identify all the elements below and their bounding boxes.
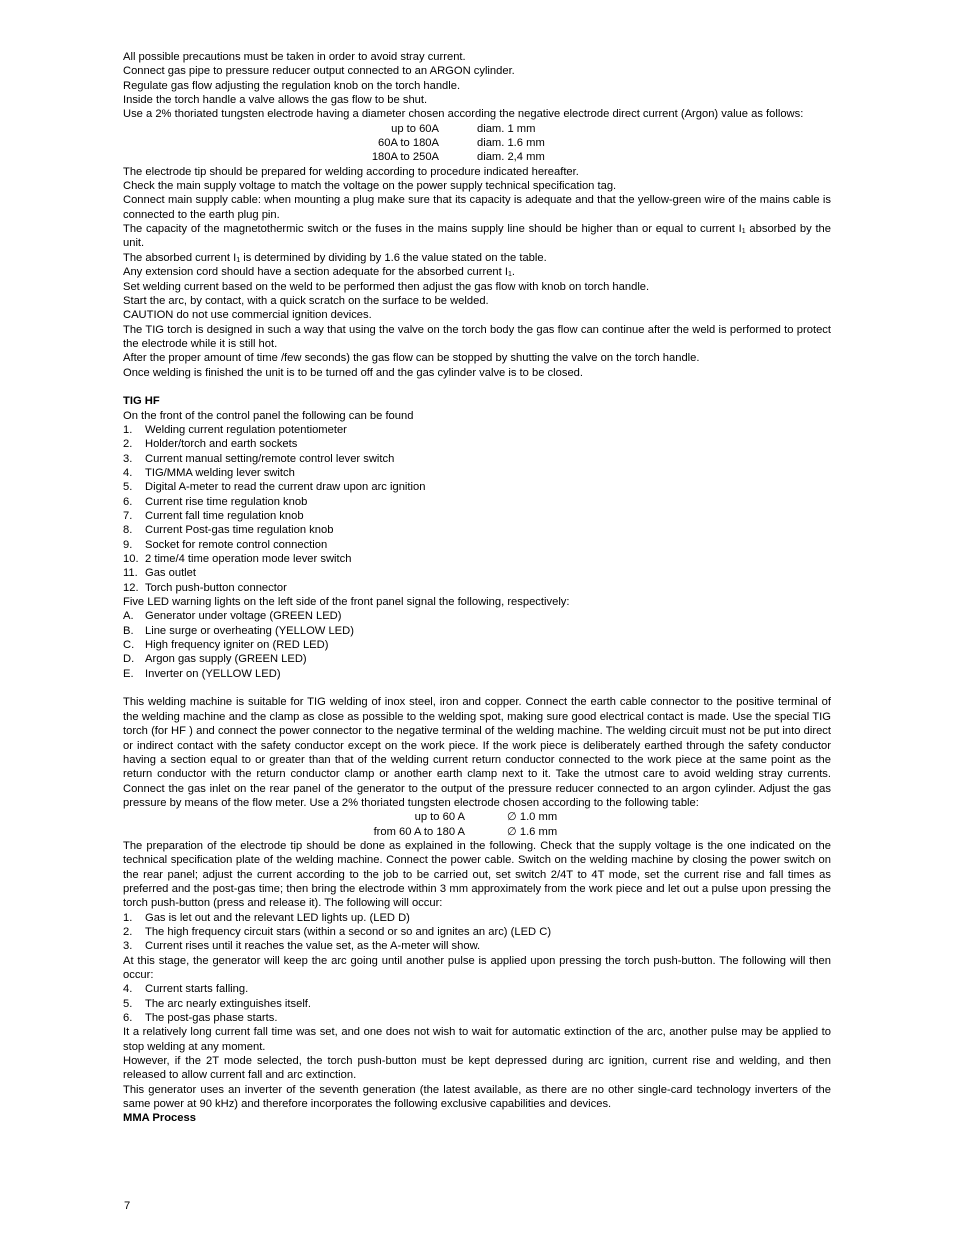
paragraph-extension: Any extension cord should have a section adequate for the absorbed current $I_1$. [123,266,515,279]
steps-list-2 [123,982,831,1025]
list-item: E. Inverter on (YELLOW LED) [123,667,281,680]
table-row [123,150,831,164]
list-item: 1. Gas is let out and the relevant LED lights up. (LED D) [123,911,410,924]
list-item: 1. Welding current regulation potentiometer [123,423,347,436]
electrode-table-1 [123,122,831,165]
list-item: 9. Socket for remote control connection [123,538,328,551]
paragraph: It a relatively long current fall time was set, and one does not wish to wait for automatic extinction of the arc, another pulse may be applied to stop welding at any moment. [123,1026,831,1053]
paragraph: Set welding current based on the weld to be performed then adjust the gas flow with knob on torch handle. [123,280,650,293]
current-range: from 60 A to 180 A [373,825,465,838]
list-item: 5. Digital A-meter to read the current draw upon arc ignition [123,481,426,494]
paragraph: Use a 2% thoriated tungsten electrode having a diameter chosen according the negative electrode direct current (Argon) value as follows: [123,108,804,121]
paragraph: Connect gas pipe to pressure reducer output connected to an ARGON cylinder. [123,65,515,78]
list-item: 6. Current rise time regulation knob [123,495,308,508]
list-item: A. Generator under voltage (GREEN LED) [123,610,342,623]
paragraph: This welding machine is suitable for TIG welding of inox steel, iron and copper. Connect the earth cable connector to the positive terminal of the welding machine and the clamp as close as possible to the welding spot, making sure good electrical contact is made. Use the special TIG torch (for HF ) and connect the power connector to the negative terminal of the welding machine. The welding circuit must not be put into direct or indirect contact with the safety conductor except on the work piece. If the work piece is deliberately earthed through the safety conductor having a section equal to or greater than that of the welding current return conductor connected to the work piece at the same point as the return conductor with the return conductor clamp or another earth clamp next to it. Take the utmost care to avoid welding stray currents. Connect the gas inlet on the rear panel of the generator to the output of the pressure reducer connected to an argon cylinder. Adjust the gas pressure by means of the flow meter. Use a 2% thoriated tungsten electrode chosen according to the following table: [123,696,831,809]
paragraph: After the proper amount of time /few seconds) the gas flow can be stopped by shutting the valve on the torch handle. [123,352,700,365]
electrode-table-2 [123,810,831,839]
paragraph-capacity: The capacity of the magnetothermic switch or the fuses in the mains supply line should be higher than or equal to current $I_1$ absorbed by the unit. [123,223,831,250]
paragraph: The electrode tip should be prepared for welding according to procedure indicated hereafter. [123,165,579,178]
spacer [123,681,831,695]
list-item: 4. TIG/MMA welding lever switch [123,466,295,479]
paragraph: Five LED warning lights on the left side of the front panel signal the following, respectively: [123,596,570,609]
electrode-diameter: diam. 2,4 mm [477,151,545,164]
paragraph: The preparation of the electrode tip should be done as explained in the following. Check that the supply voltage is the one indicated on the technical specification plate of the welding machine. Connect the power cable. Switch on the welding machine by closing the power switch on the rear panel; adjust the current according to the job to be carried out, set switch 2/4T to 4T mode, set the current rise and fall times as preferred and the post-gas time; then bring the electrode within 3 mm approximately from the work piece and let out a pulse upon pressing the torch push-button (press and release it). The following will occur: [123,839,831,910]
electrode-diameter: ∅ 1.0 mm [507,811,558,824]
paragraph: Start the arc, by contact, with a quick scratch on the surface to be welded. [123,294,489,307]
list-item: 12. Torch push-button connector [123,581,287,594]
section-heading-tig-hf: TIG HF [123,395,160,408]
list-item: 7. Current fall time regulation knob [123,510,304,522]
paragraph: The TIG torch is designed in such a way that using the valve on the torch body the gas flow can continue after the weld is performed to protect the electrode while it is still hot. [123,323,831,350]
list-item: 5. The arc nearly extinguishes itself. [123,997,312,1010]
paragraph-absorbed: The absorbed current $I_1$ is determined by dividing by 1.6 the value stated on the table. [123,251,547,264]
list-item: B. Line surge or overheating (YELLOW LED) [123,624,354,637]
list-item: 3. Current manual setting/remote control lever switch [123,452,395,465]
paragraph: However, if the 2T mode selected, the torch push-button must be kept depressed during arc ignition, current rise and welding, and then released to allow current fall and arc extinction. [123,1055,831,1082]
table-row [123,810,831,824]
table-row [123,136,831,150]
electrode-diameter: ∅ 1.6 mm [507,825,558,838]
list-item: 2. Holder/torch and earth sockets [123,438,298,451]
list-item: C. High frequency igniter on (RED LED) [123,639,329,652]
current-range: up to 60A [391,122,439,135]
current-range: 60A to 180A [378,137,439,150]
paragraph: CAUTION do not use commercial ignition devices. [123,309,372,322]
page-number: 7 [124,1200,131,1212]
list-item: 3. Current rises until it reaches the value set, as the A-meter will show. [123,940,481,953]
document-body [123,50,831,1126]
paragraph: Once welding is finished the unit is to be turned off and the gas cylinder valve is to be closed. [123,366,583,379]
paragraph: Inside the torch handle a valve allows the gas flow to be shut. [123,94,428,107]
list-item: 10. 2 time/4 time operation mode lever switch [123,553,352,566]
steps-list-1 [123,911,831,954]
current-range: up to 60 A [414,811,465,824]
spacer [123,380,831,394]
list-item: D. Argon gas supply (GREEN LED) [123,653,307,666]
table-row [123,122,831,136]
list-item: 11. Gas outlet [123,567,196,580]
paragraph: All possible precautions must be taken in order to avoid stray current. [123,51,466,63]
list-item: 4. Current starts falling. [123,983,249,996]
paragraph: At this stage, the generator will keep the arc going until another pulse is applied upon pressing the torch push-button. The following will then occur: [123,954,831,981]
control-panel-list [123,423,831,595]
paragraph: Check the main supply voltage to match the voltage on the power supply technical specification tag. [123,180,617,193]
electrode-diameter: diam. 1.6 mm [477,137,545,150]
list-item: 8. Current Post-gas time regulation knob [123,524,334,537]
section-heading-mma: MMA Process [123,1112,196,1125]
list-item: 6. The post-gas phase starts. [123,1012,278,1025]
electrode-diameter: diam. 1 mm [477,122,536,135]
paragraph: This generator uses an inverter of the seventh generation (the latest available, as there are no other single-card technology inverters of the same power at 90 kHz) and therefore incorporates the following exclusive capabilities and devices. [123,1083,831,1111]
paragraph: Regulate gas flow adjusting the regulation knob on the torch handle. [123,79,461,92]
paragraph: On the front of the control panel the following can be found [123,409,414,422]
led-list [123,609,831,681]
current-range: 180A to 250A [371,151,439,164]
table-row [123,825,831,839]
list-item: 2. The high frequency circuit stars (within a second or so and ignites an arc) (LED C) [123,925,552,938]
paragraph: Connect main supply cable: when mounting a plug make sure that its capacity is adequate and that the yellow-green wire of the mains cable is connected to the earth plug pin. [123,194,831,221]
